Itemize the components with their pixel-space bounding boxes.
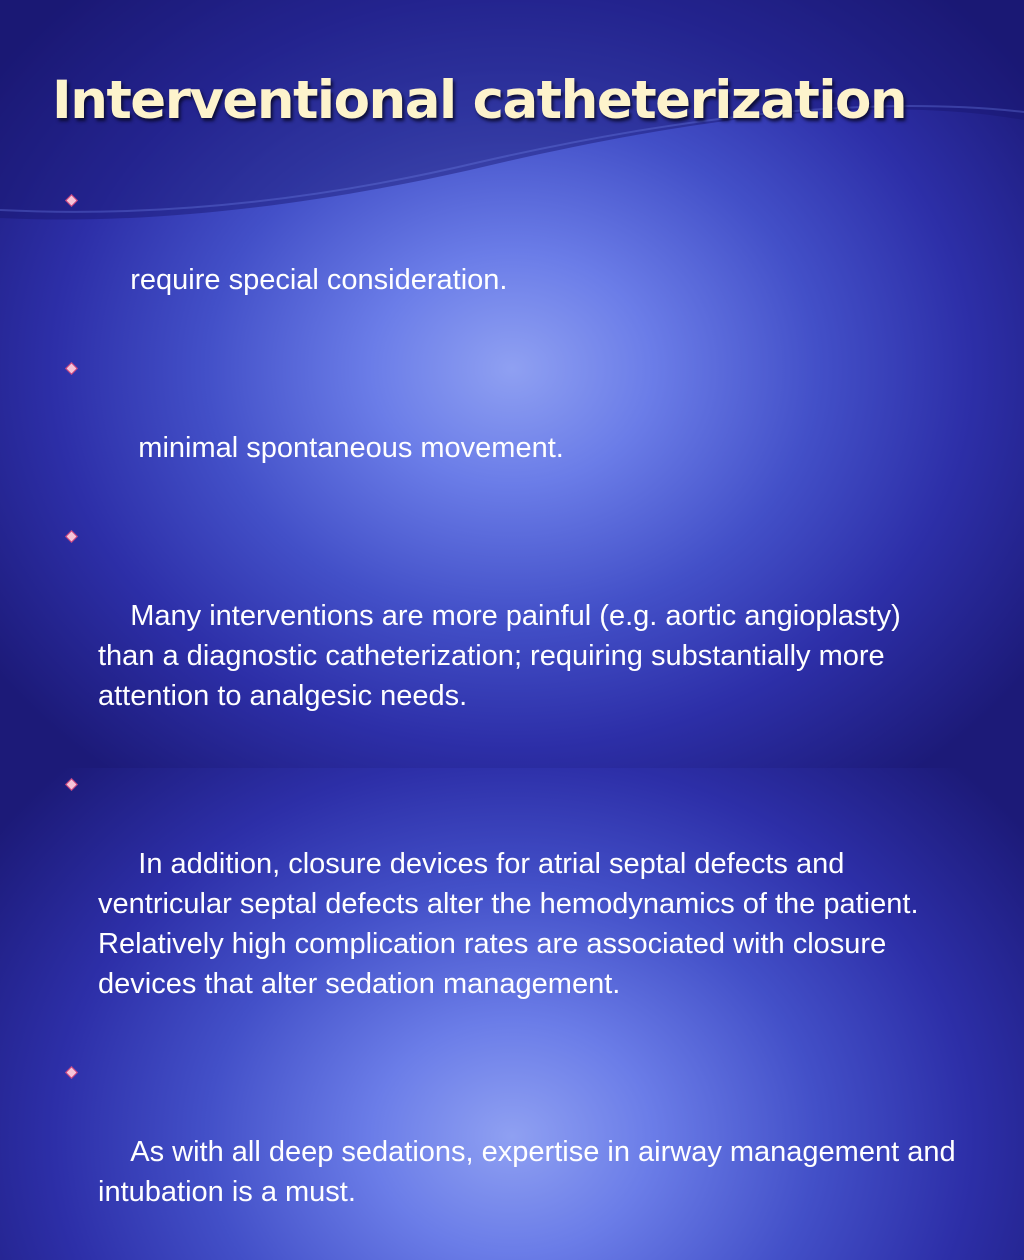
bullet-item <box>62 764 962 1044</box>
bullet-text: minimal spontaneous movement. <box>130 432 564 464</box>
diamond-bullet-icon <box>65 778 78 791</box>
bullet-item <box>62 348 962 508</box>
diamond-bullet-icon <box>65 194 78 207</box>
bullet-item <box>62 180 962 340</box>
diamond-bullet-icon <box>65 1066 78 1079</box>
diamond-bullet-icon <box>65 362 78 375</box>
bullet-list <box>62 180 962 1260</box>
bullet-text: Many interventions are more painful (e.g. aortic angioplasty) than a diagnostic catheterization; requiring substantially more attention to analgesic needs. <box>98 600 909 712</box>
diamond-bullet-icon <box>65 530 78 543</box>
slide-title: Interventional catheterization <box>52 70 907 131</box>
bullet-text: require special consideration. <box>130 264 508 296</box>
bullet-text: As with all deep sedations, expertise in airway management and intubation is a must. <box>98 1136 964 1208</box>
bullet-item <box>62 1052 962 1252</box>
bullet-text: In addition, closure devices for atrial septal defects and ventricular septal defects alter the hemodynamics of the patient. Relatively high complication rates are associated with closure devices that alter sedation management. <box>98 848 927 1000</box>
bullet-item <box>62 516 962 756</box>
